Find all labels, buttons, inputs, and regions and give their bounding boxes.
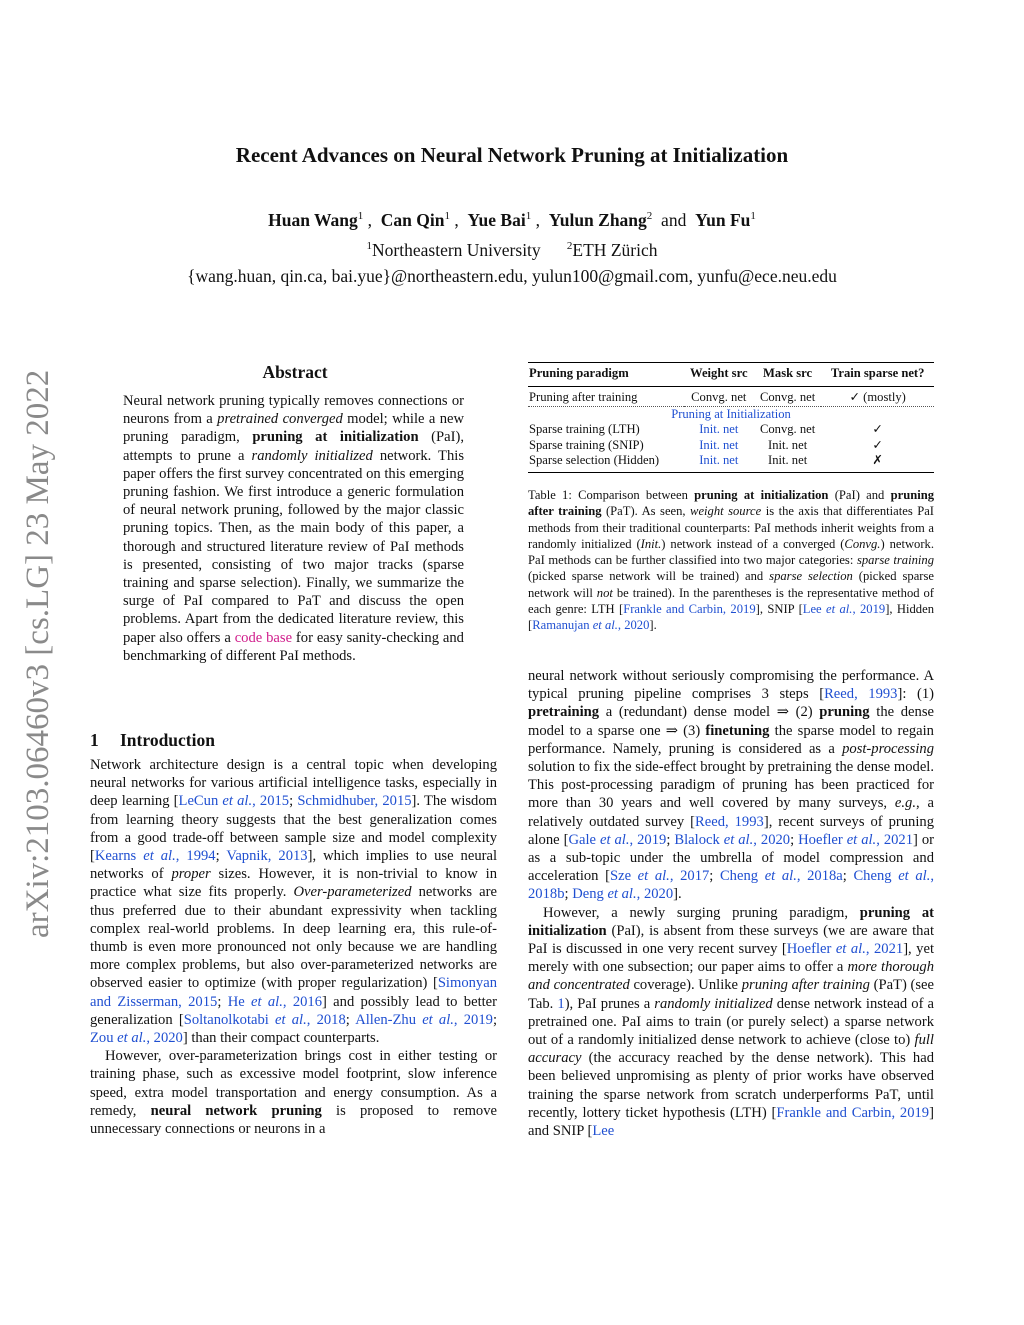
- table-caption: [528, 487, 934, 634]
- abstract-emphasis: pretrained converged: [217, 411, 343, 428]
- paragraph: [528, 904, 934, 1141]
- citation-link[interactable]: et al.: [826, 602, 853, 617]
- text-run: (PaI) and: [828, 488, 891, 502]
- author-affil-mark: 1: [444, 210, 450, 223]
- text-run: ], recent surveys of pruning alone [: [528, 813, 934, 848]
- text-run: full accuracy: [528, 1032, 934, 1067]
- paragraph: [528, 667, 934, 904]
- table-cell: Init. net: [699, 453, 739, 467]
- citation-link[interactable]: et al.: [607, 886, 637, 903]
- abstract-text: (PaI), attempts to prune a: [123, 429, 464, 464]
- author-name: Yun Fu: [695, 210, 751, 230]
- citation-link[interactable]: Hoefler: [786, 941, 836, 958]
- citation-link[interactable]: Sze: [609, 868, 638, 885]
- citation-link[interactable]: LeCun: [178, 793, 223, 810]
- text-run: coverage). Unlike: [629, 977, 742, 994]
- table-cell: Sparse training (LTH): [529, 422, 640, 436]
- text-run: ], Hidden [: [528, 602, 934, 633]
- text-run: pruning: [819, 704, 870, 721]
- text-run: Init.: [640, 536, 662, 551]
- citation-link[interactable]: et al.: [143, 848, 176, 865]
- intro-left-column: [90, 756, 497, 1138]
- citation-link[interactable]: Simonyan and Zisserman, 2015: [90, 975, 497, 1010]
- citation-link[interactable]: , 2021: [865, 941, 904, 958]
- abstract-text: for easy sanity-checking and benchmarking of different PaI methods.: [123, 629, 464, 664]
- citation-link[interactable]: et al.: [898, 868, 931, 885]
- author-name: Yue Bai: [467, 210, 526, 230]
- text-run: the sparse model to regain performance. Namely, pruning is considered as a: [528, 722, 934, 757]
- table-cell: Convg. net: [759, 422, 816, 436]
- text-run: (PaI), is absent from these surveys (we are aware that PaI is discussed in one very recent survey [: [528, 922, 934, 958]
- citation-link[interactable]: , 2019: [852, 602, 886, 617]
- text-run: (picked sparse network will be trained) and: [528, 569, 770, 584]
- text-run: solution to fix the side-effect brought by pretraining the dense model. This post-processing paradigm of pruning has been practiced for more than 30 years and well covered by many surveys,: [528, 759, 934, 812]
- code-base-link[interactable]: code base: [234, 629, 293, 646]
- text-run: ].: [673, 886, 682, 903]
- text-run: ;: [492, 1011, 497, 1028]
- citation-link[interactable]: , 2021: [876, 831, 914, 848]
- abstract-emphasis: randomly initialized: [251, 447, 373, 464]
- citation-link[interactable]: , 2017: [669, 868, 710, 885]
- citation-link[interactable]: Hoefler: [798, 831, 847, 848]
- text-run: weight source: [690, 504, 762, 519]
- text-run: sparse training: [856, 553, 934, 568]
- text-run: the dense model to a sparse one ⇒ (3): [528, 704, 934, 739]
- citation-link[interactable]: , 1994: [175, 848, 216, 865]
- affil-num: 1: [366, 240, 373, 253]
- text-run: (the accuracy reached by the dense network). This had been believed unpromising as plenty of prior works have observed training the sparse network from scratch underperforms PaT, until recently, lottery ticket hypothesis (LTH) [: [528, 1050, 934, 1121]
- text-run: (PaT). As seen,: [601, 504, 691, 519]
- text-run: ].: [649, 618, 657, 633]
- citation-link[interactable]: , 2020: [146, 1030, 183, 1047]
- table-group-label: Pruning at Initialization: [671, 406, 791, 421]
- citation-link[interactable]: et al.: [723, 831, 754, 848]
- text-run: Over-parameterized: [293, 884, 412, 901]
- table-row: [528, 422, 934, 438]
- text-run: neural network pruning: [150, 1102, 322, 1119]
- table-row: [528, 390, 934, 406]
- text-run: ) network instead of a converged (: [661, 536, 845, 551]
- text-run: more thorough and concentrated: [528, 959, 935, 994]
- text-run: pretraining: [528, 704, 600, 721]
- citation-link[interactable]: et al.: [592, 618, 618, 633]
- text-run: ;: [564, 886, 573, 903]
- citation-link[interactable]: , 2016: [282, 993, 323, 1010]
- text-run: not: [596, 585, 613, 600]
- comparison-table: [528, 362, 934, 473]
- author-affil-mark: 2: [646, 210, 653, 223]
- text-run: ;: [345, 1011, 356, 1028]
- table-row: [528, 453, 934, 472]
- text-run: ] than their compact counterparts.: [182, 1030, 380, 1047]
- text-run: Table 1: Comparison between: [528, 488, 695, 502]
- citation-link[interactable]: Cheng: [853, 868, 899, 885]
- text-run: be trained). In the parentheses is the representative method of each genre: LTH [: [528, 585, 934, 617]
- text-run: sparse selection: [769, 569, 853, 584]
- citation-link[interactable]: Kearns: [94, 848, 144, 865]
- text-run: ] and possibly lead to better generalization [: [90, 993, 498, 1028]
- citation-link[interactable]: He: [227, 993, 252, 1010]
- arxiv-stamp: arXiv:2103.06460v3 [cs.LG] 23 May 2022: [20, 369, 56, 938]
- table-cell: Convg. net: [684, 390, 754, 406]
- citation-link[interactable]: et al.: [222, 793, 253, 810]
- citation-link[interactable]: et al.: [599, 831, 630, 848]
- citation-link[interactable]: Lee: [802, 602, 827, 617]
- abstract-bold: pruning at initialization: [252, 429, 419, 446]
- table-cell: Sparse training (SNIP): [529, 437, 644, 452]
- text-run: ;: [215, 848, 227, 865]
- text-run: Convg.: [844, 536, 881, 551]
- table-cell: Pruning after training: [528, 390, 684, 406]
- text-run: ;: [709, 868, 720, 885]
- author-affil-mark: 1: [357, 210, 364, 223]
- text-run: ], which implies to use neural networks of: [90, 848, 498, 883]
- citation-link[interactable]: , 2020: [636, 886, 674, 903]
- author-affil-mark: 1: [750, 210, 756, 223]
- text-run: networks are thus preferred due to their abundant expressivity when tackling complex real-world problems. In deep learning era, this rule-of-thumb is even more pronounced not only because we are handling more complex problems, but also over-parameterized networks are observed easier to optimize (with proper regularization) [: [90, 884, 497, 992]
- citation-link[interactable]: Allen-Zhu: [355, 1011, 423, 1028]
- citation-link[interactable]: Lee: [592, 1123, 615, 1140]
- text-run: sizes. However, it is non-trivial to know in practice what size fits properly.: [90, 866, 497, 901]
- text-run: ] or as a sub-topic under the umbrella of model compression and acceleration [: [528, 831, 935, 885]
- text-run: is proposed to remove unnecessary connections or neurons in a: [90, 1102, 497, 1138]
- citation-link[interactable]: et al.: [275, 1011, 307, 1028]
- citation-link[interactable]: Frankle and Carbin, 2019: [623, 602, 756, 617]
- citation-link[interactable]: et al.: [846, 831, 877, 848]
- citation-link[interactable]: , 2015: [252, 793, 290, 810]
- table-row: [528, 438, 934, 454]
- table-cell: Sparse selection (Hidden): [529, 453, 660, 467]
- table-header: Pruning paradigm: [529, 366, 629, 380]
- citation-link[interactable]: Cheng: [719, 868, 765, 885]
- text-run: pruning at initialization: [528, 904, 934, 939]
- abstract-text: model; while a new pruning paradigm,: [123, 411, 465, 446]
- intro-right-column: [528, 667, 934, 1140]
- paper-title: Recent Advances on Neural Network Pruning at Initialization: [235, 143, 789, 167]
- citation-link[interactable]: Ramanujan: [532, 618, 593, 633]
- abstract-heading: Abstract: [262, 362, 328, 382]
- table-cell: Init. net: [768, 453, 808, 467]
- paragraph: [90, 1047, 497, 1138]
- citation-link[interactable]: , 2020: [753, 831, 791, 848]
- text-run: a (redundant) dense model ⇒ (2): [599, 704, 820, 721]
- citation-link[interactable]: Schmidhuber, 2015: [297, 793, 412, 810]
- section-title: Introduction: [120, 730, 215, 750]
- affil-name: Northeastern University: [372, 240, 541, 260]
- table-header: Weight src: [690, 366, 748, 380]
- text-run: ]: (1): [897, 686, 934, 703]
- author-list: Huan Wang$^1$ , Can Qin$^1$ , Yue Bai$^1$ , Yulun Zhang$^2$ and Yun Fu$^1$: [268, 210, 756, 230]
- paragraph: [90, 756, 497, 1047]
- citation-link[interactable]: Frankle and Carbin, 2019: [776, 1104, 930, 1121]
- text-run: pruning at initialization: [694, 488, 829, 502]
- citation-link[interactable]: , 2019: [453, 1011, 493, 1028]
- author-emails: {wang.huan, qin.ca, bai.yue}@northeastern.edu, yulun100@gmail.com, yunfu@ece.neu.edu: [187, 266, 837, 286]
- citation-link[interactable]: , 2019: [629, 831, 667, 848]
- citation-link[interactable]: et al.: [117, 1030, 147, 1047]
- citation-link[interactable]: Zou: [90, 1030, 118, 1047]
- text-run: dense network instead of a pretrained one. PaI aims to train (or purely select) a sparse network out of a randomly initialized dense network to achieve (close to): [528, 995, 934, 1049]
- abstract-body: [123, 392, 464, 665]
- author-name: Can Qin: [380, 210, 445, 230]
- text-run: e.g.: [894, 795, 916, 812]
- table-cell: Init. net: [699, 437, 739, 452]
- citation-link[interactable]: , 2018a: [796, 868, 843, 885]
- citation-link[interactable]: Blalock: [674, 831, 724, 848]
- text-run: pruning after training: [741, 977, 870, 994]
- citation-link[interactable]: et al.: [251, 993, 283, 1010]
- author-affil-mark: 1: [525, 210, 532, 223]
- text-run: However, over-parameterization brings cost in either testing or training phase, such as excessive model footprint, slow inference speed, extra model transportation and energy consumption. As a remedy,: [90, 1048, 497, 1119]
- text-run: pruning after training: [528, 488, 935, 519]
- text-run: neural network without seriously compromising the performance. A typical pruning pipeline comprises 3 steps [: [528, 668, 934, 703]
- citation-link[interactable]: et al.: [764, 868, 797, 885]
- affil-num: 2: [566, 240, 573, 253]
- text-run: ;: [790, 831, 799, 848]
- text-run: post-processing: [842, 740, 934, 757]
- text-run: ;: [217, 993, 228, 1010]
- citation-link[interactable]: , 2018b: [528, 868, 934, 903]
- citation-link[interactable]: et al.: [835, 941, 866, 958]
- citation-link[interactable]: Reed, 1993: [824, 686, 898, 703]
- text-run: (PaT) (see Tab.: [528, 977, 934, 1012]
- table-header: Mask src: [763, 366, 813, 380]
- text-run: , a relatively outdated survey [: [528, 795, 934, 830]
- text-run: proper: [171, 866, 211, 883]
- affil-name: ETH Zürich: [572, 240, 658, 260]
- table-header-row: [528, 363, 934, 387]
- citation-link[interactable]: , 2020: [617, 618, 650, 633]
- author-and: and: [661, 210, 687, 230]
- text-run: ;: [289, 793, 298, 810]
- text-run: However, a newly surging pruning paradigm,: [543, 904, 860, 921]
- citation-link[interactable]: Reed, 1993: [695, 813, 764, 830]
- text-run: ;: [666, 831, 675, 848]
- author-name: Yulun Zhang: [548, 210, 647, 230]
- text-run: ]. The wisdom from learning theory suggests that the best generalization comes from a good trade-off between sample size and model complexity [: [90, 793, 498, 865]
- text-run: Network architecture design is a central topic when developing neural networks for various artificial intelligence tasks, especially in deep learning [: [90, 757, 497, 810]
- table-cell: ✓: [872, 422, 883, 436]
- table-cell: Init. net: [768, 437, 808, 452]
- section-heading: [90, 730, 215, 751]
- text-run: ] and SNIP [: [528, 1104, 934, 1140]
- text-run: randomly initialized: [654, 995, 773, 1012]
- section-number: 1: [90, 730, 99, 750]
- citation-link[interactable]: Deng: [572, 886, 608, 903]
- table-cell: Init. net: [699, 422, 739, 436]
- citation-link[interactable]: Gale: [568, 831, 600, 848]
- text-run: finetuning: [705, 722, 770, 739]
- citation-link[interactable]: 1: [557, 995, 565, 1012]
- author-name: Huan Wang: [268, 210, 358, 230]
- text-run: ], yet merely with one subsection; our paper aims to offer a: [528, 941, 935, 976]
- text-run: is the axis that differentiates PaI methods from their traditional counterparts: PaI methods inherit weights from a randomly initialized (: [528, 504, 935, 551]
- text-run: ;: [842, 868, 854, 885]
- text-run: (picked sparse network will: [528, 569, 934, 600]
- text-run: ) network. PaI methods can be further classified into two major categories:: [528, 536, 934, 568]
- text-run: ], SNIP [: [755, 602, 803, 617]
- abstract-text: network. This paper offers the first survey concentrated on this emerging pruning fashion. We first introduce a generic formulation of neural network pruning, followed by the major classic pruning topics. Then, as the main body of this paper, a thorough and structured literature review of PaI methods is presented, consisting of two major tracks (sparse training and sparse selection). Finally, we summarize the surge of PaI compared to PaT and discuss the open problems. Apart from the dedicated literature review, this paper also offers a: [123, 447, 464, 646]
- citation-link[interactable]: Soltanolkotabi: [183, 1011, 276, 1028]
- citation-link[interactable]: et al.: [637, 868, 670, 885]
- citation-link[interactable]: Vapnik, 2013: [226, 848, 308, 865]
- table-cell: ✗: [872, 453, 883, 467]
- table-cell: ✓ (mostly): [821, 390, 934, 406]
- table-cell: Convg. net: [754, 390, 822, 406]
- text-run: ), PaI prunes a: [564, 995, 655, 1012]
- table-cell: ✓: [872, 437, 883, 452]
- affiliations: [0, 240, 1024, 261]
- citation-link[interactable]: et al.: [422, 1011, 454, 1028]
- table-header: Train sparse net?: [830, 366, 925, 380]
- citation-link[interactable]: , 2018: [306, 1011, 346, 1028]
- abstract-text: Neural network pruning typically removes connections or neurons from a: [123, 393, 464, 428]
- table-group-row: [528, 406, 934, 422]
